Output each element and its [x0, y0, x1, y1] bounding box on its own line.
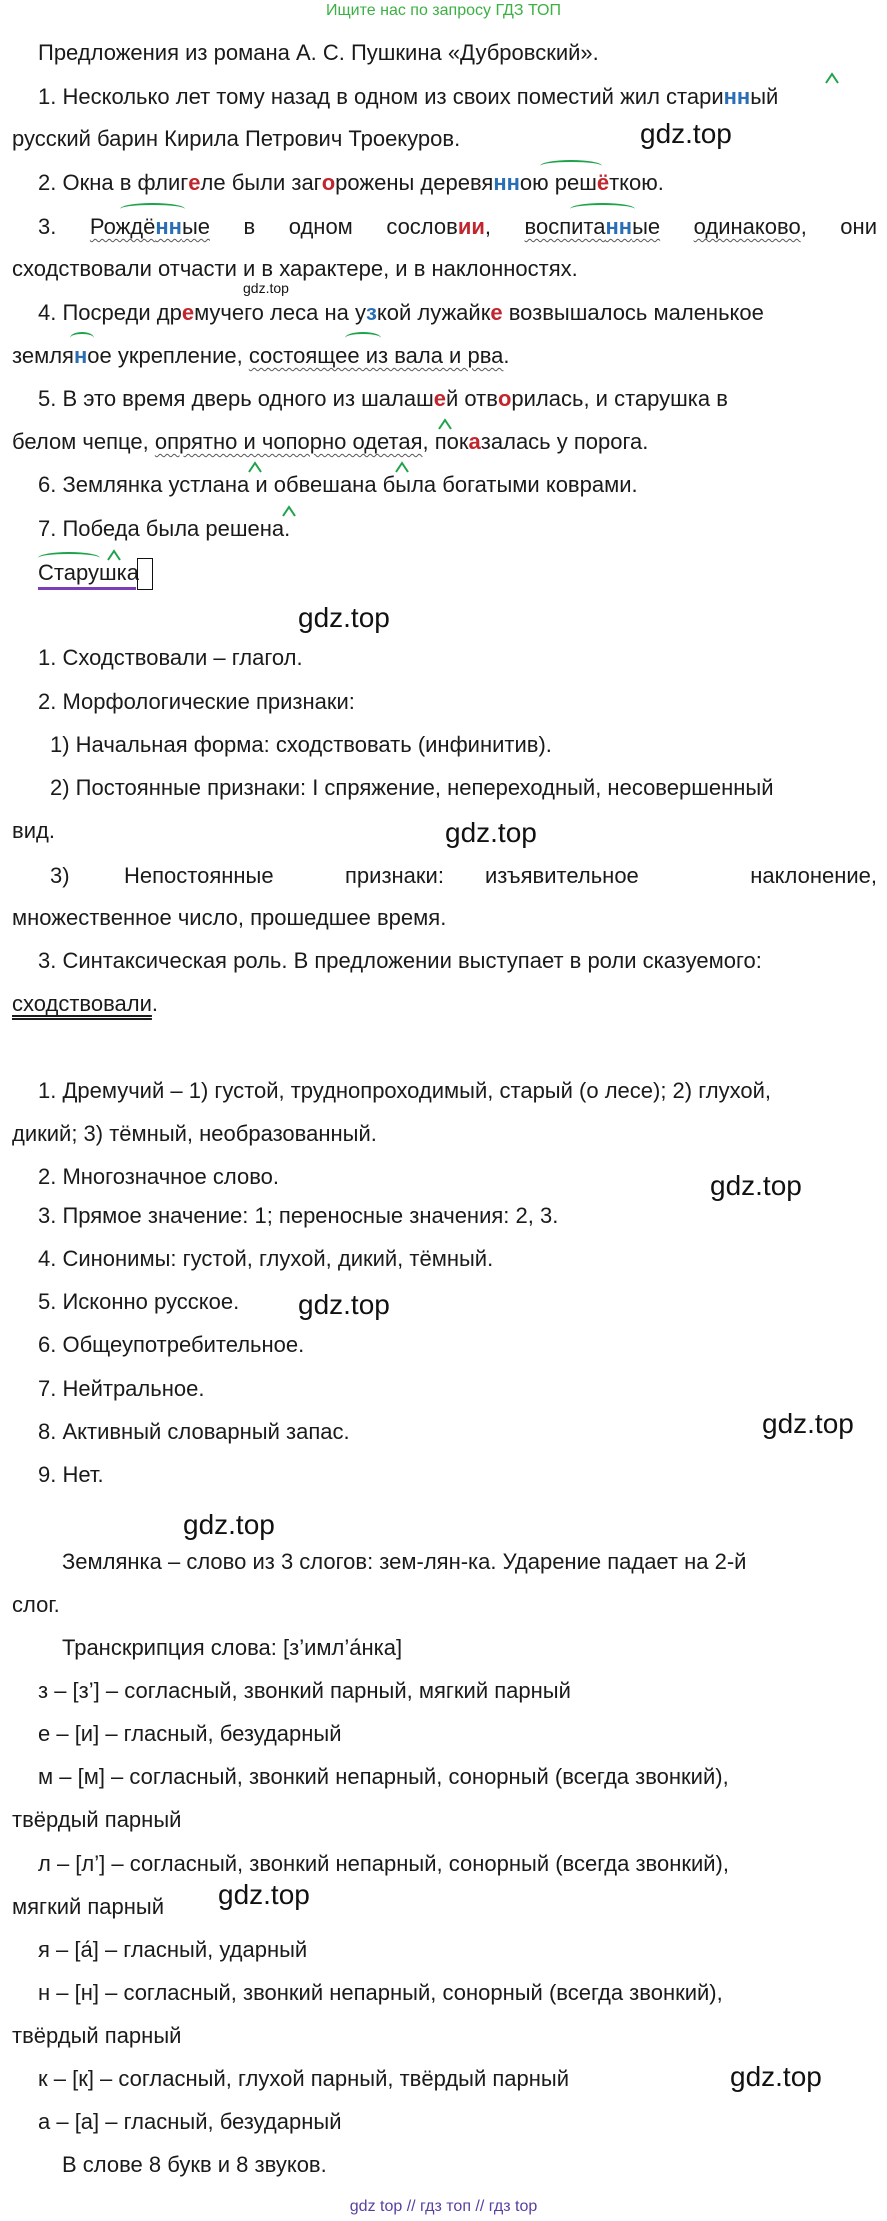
root-arc-4 [70, 332, 94, 344]
root-arc [540, 160, 602, 172]
lex-line-8: 7. Нейтральное. [38, 1376, 205, 1401]
phon-line-4: з – [з’] – согласный, звонкий парный, мягкий парный [38, 1678, 571, 1703]
lex-line-1: 1. Дремучий – 1) густой, труднопроходимый, старый (о лесе); 2) глухой, [38, 1078, 771, 1103]
suffix-mark-icon [107, 549, 121, 561]
watermark-small: gdz.top [243, 280, 289, 296]
morph-line-8: 3. Синтаксическая роль. В предложении выступает в роли сказуемого: [38, 948, 762, 973]
word-starushka: Старушка [38, 560, 139, 585]
lex-line-4: 3. Прямое значение: 1; переносные значения: 2, 3. [38, 1203, 559, 1228]
bottom-links[interactable]: gdz top // гдз топ // гдз top [349, 2198, 538, 2215]
stem-underline [38, 587, 136, 590]
top-search-link[interactable]: Ищите нас по запросу ГДЗ ТОП [326, 2, 561, 19]
watermark: gdz.top [762, 1408, 854, 1439]
phon-line-11: н – [н] – согласный, звонкий непарный, сонорный (всегда звонкий), [38, 1980, 723, 2005]
phon-line-3: Транскрипция слова: [з’имл’а́нка] [62, 1635, 403, 1660]
sentence-4-line-1: 4. Посреди дремучего леса на узкой лужайке возвышалось маленькое [38, 300, 764, 325]
phon-line-10: я – [а́] – гласный, ударный [38, 1937, 308, 1962]
phon-line-9: мягкий парный [12, 1894, 165, 1919]
phon-line-8: л – [л’] – согласный, звонкий непарный, сонорный (всегда звонкий), [38, 1851, 729, 1876]
lex-line-7: 6. Общеупотребительное. [38, 1332, 305, 1357]
suffix-mark-icon [248, 461, 262, 473]
lex-line-2: дикий; 3) тёмный, необразованный. [12, 1121, 377, 1146]
watermark: gdz.top [218, 1879, 310, 1910]
morph-line-3: 1) Начальная форма: сходствовать (инфинитив). [50, 732, 552, 757]
morph-line-1: 1. Сходствовали – глагол. [38, 645, 303, 670]
phon-line-5: е – [и] – гласный, безударный [38, 1721, 342, 1746]
phon-line-2: слог. [12, 1592, 60, 1617]
lex-line-3: 2. Многозначное слово. [38, 1164, 279, 1189]
watermark: gdz.top [640, 118, 732, 149]
sentence-7: 7. Победа была решена. [38, 516, 291, 541]
sentence-3-line-2: сходствовали отчасти и в характере, и в наклонностях. [12, 256, 578, 281]
sentence-5-line-2: белом чепце, опрятно и чопорно одетая, показалась у порога. [12, 429, 649, 454]
morph-line-5: вид. [12, 818, 55, 843]
ending-box [137, 558, 153, 590]
sentence-6: 6. Землянка устлана и обвешана была богатыми коврами. [38, 472, 638, 497]
sentence-2: 2. Окна в флигеле были загорожены деревянною решёткою. [38, 170, 664, 195]
root-arc-6 [38, 552, 100, 564]
root-arc-5 [345, 332, 381, 344]
sentence-3-line-1: 3. Рождённые в одном сословии, воспитанные одинаково, они [38, 214, 877, 239]
phon-line-1: Землянка – слово из 3 слогов: зем-лян-ка. Ударение падает на 2-й [62, 1549, 747, 1574]
suffix-mark-icon [395, 461, 409, 473]
watermark: gdz.top [298, 1289, 390, 1320]
morph-line-9: сходствовали. [12, 991, 159, 1016]
suffix-mark-icon [825, 72, 839, 84]
phon-line-7: твёрдый парный [12, 1807, 182, 1832]
phon-line-13: к – [к] – согласный, глухой парный, твёрдый парный [38, 2066, 570, 2091]
intro-title: Предложения из романа А. С. Пушкина «Дубровский». [38, 40, 599, 65]
watermark: gdz.top [710, 1170, 802, 1201]
watermark: gdz.top [730, 2061, 822, 2092]
root-arc-3 [570, 203, 635, 215]
lex-line-5: 4. Синонимы: густой, глухой, дикий, тёмный. [38, 1246, 494, 1271]
sentence-4-line-2: земляное укрепление, состоящее из вала и рва. [12, 343, 510, 368]
phon-line-6: м – [м] – согласный, звонкий непарный, сонорный (всегда звонкий), [38, 1764, 729, 1789]
sentence-5-line-1: 5. В это время дверь одного из шалашей отворилась, и старушка в [38, 386, 728, 411]
phon-line-14: а – [а] – гласный, безударный [38, 2109, 342, 2134]
suffix-mark-icon [438, 418, 452, 430]
morph-line-2: 2. Морфологические признаки: [38, 689, 355, 714]
suffix-mark-icon [282, 505, 296, 517]
morph-line-4: 2) Постоянные признаки: I спряжение, непереходный, несовершенный [50, 775, 774, 800]
sentence-1-line-2: русский барин Кирила Петрович Троекуров. [12, 126, 461, 151]
lex-line-10: 9. Нет. [38, 1462, 104, 1487]
watermark: gdz.top [183, 1509, 275, 1540]
morph-line-7: множественное число, прошедшее время. [12, 905, 447, 930]
lex-line-9: 8. Активный словарный запас. [38, 1419, 350, 1444]
lex-line-6: 5. Исконно русское. [38, 1289, 240, 1314]
phon-line-15: В слове 8 букв и 8 звуков. [62, 2152, 327, 2177]
watermark: gdz.top [445, 817, 537, 848]
sentence-1-line-1: 1. Несколько лет тому назад в одном из своих поместий жил старинный [38, 84, 779, 109]
watermark: gdz.top [298, 602, 390, 633]
phon-line-12: твёрдый парный [12, 2023, 182, 2048]
root-arc-2 [120, 203, 185, 215]
